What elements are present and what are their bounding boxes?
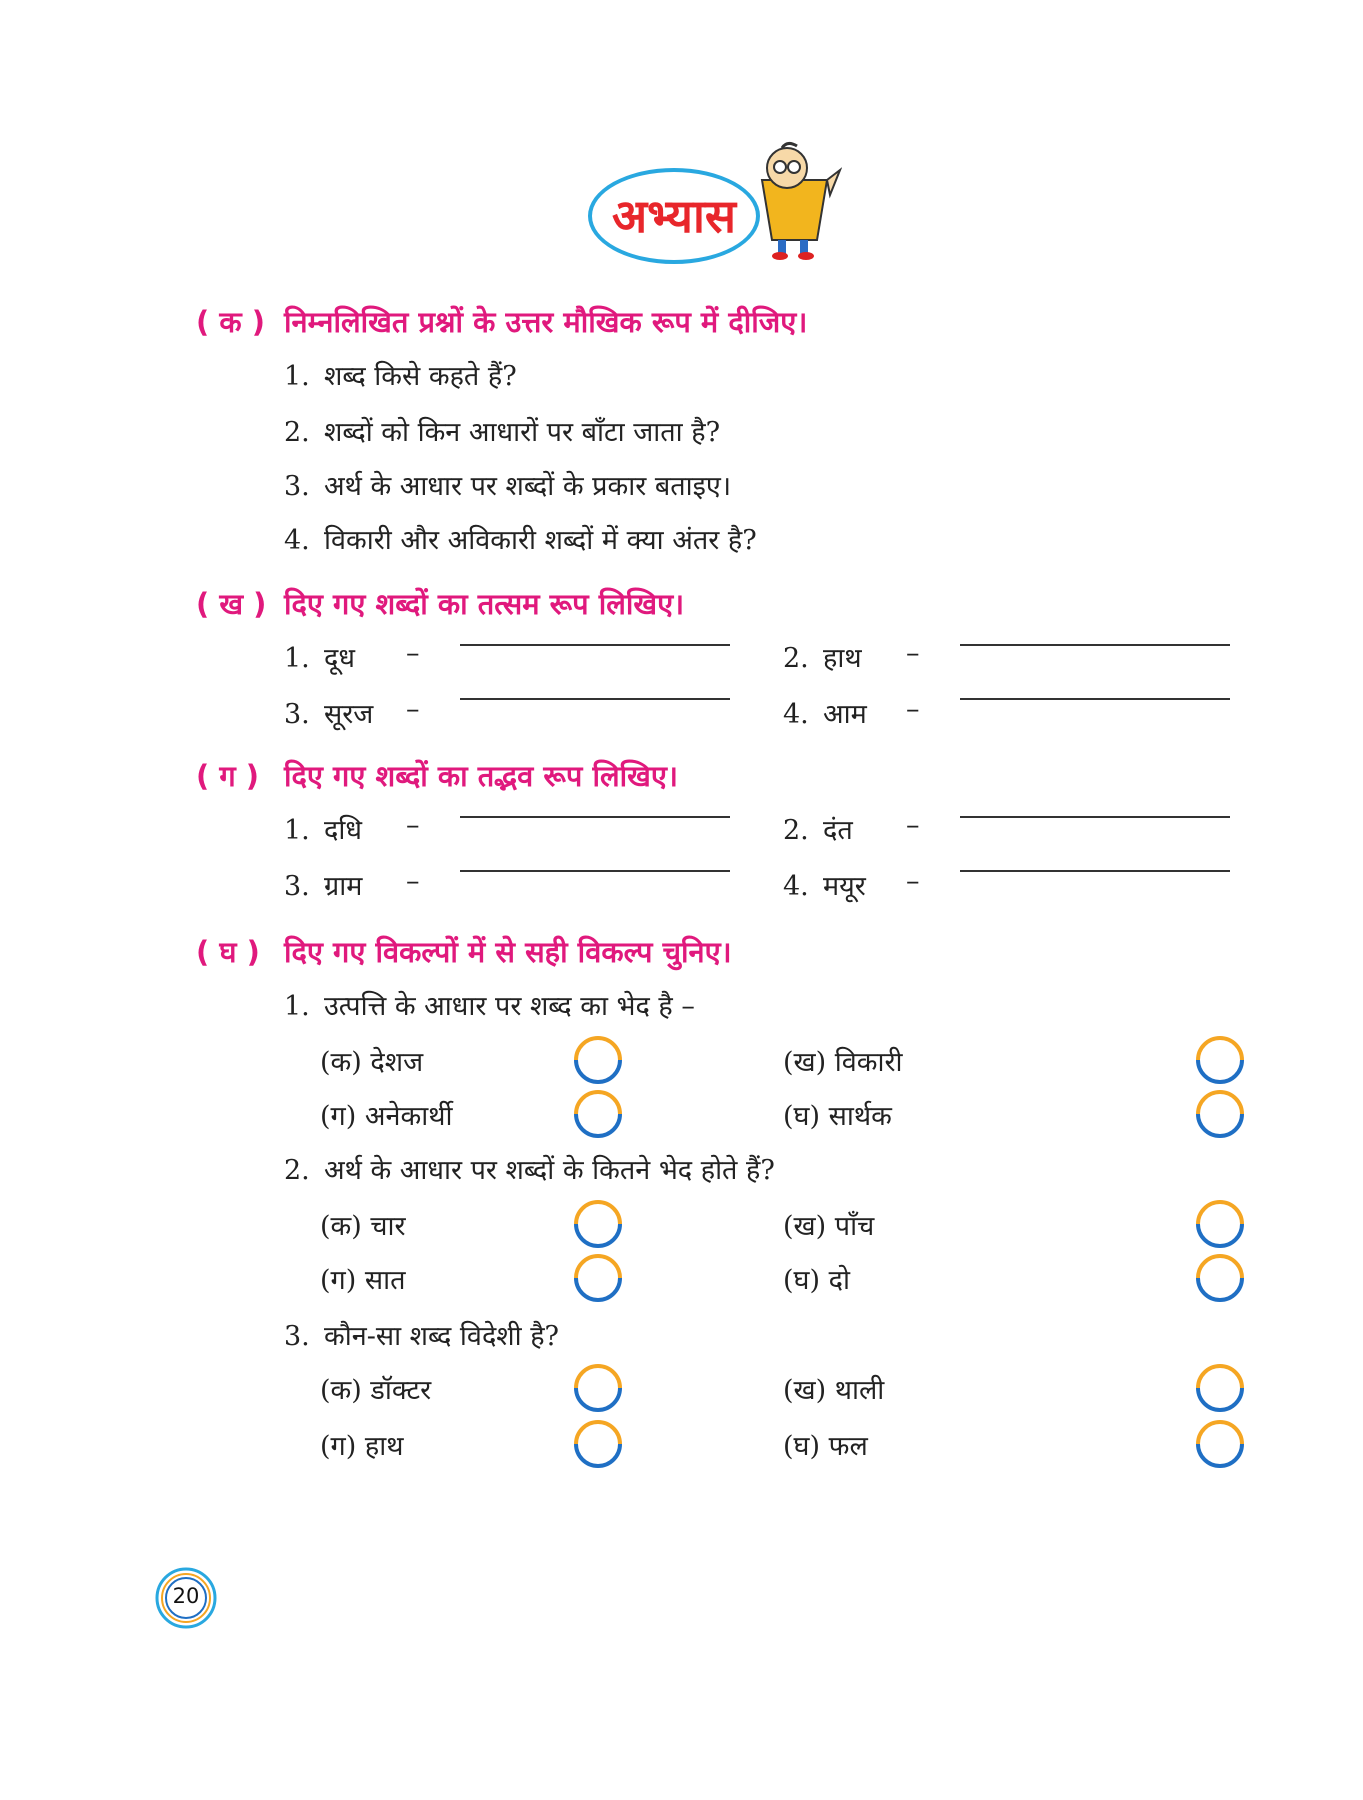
word-item: [783, 810, 853, 847]
question-text: अर्थ के आधार पर शब्दों के प्रकार बताइए।: [324, 471, 732, 502]
section-title: दिए गए विकल्पों में से सही विकल्प चुनिए।: [284, 935, 732, 969]
question-item: [284, 356, 517, 393]
answer-circle[interactable]: [1194, 1362, 1246, 1414]
word-item: [783, 866, 866, 903]
word-item: [284, 694, 373, 731]
question-number: 1.: [284, 361, 310, 392]
dash: –: [906, 810, 920, 841]
option-ka: (क) चार: [320, 1211, 406, 1242]
word-item: [284, 638, 355, 675]
question-number: 2.: [284, 417, 310, 448]
answer-blank[interactable]: [960, 870, 1230, 872]
answer-circle[interactable]: [572, 1088, 624, 1140]
dash: –: [406, 638, 420, 669]
word-item: [284, 810, 362, 847]
answer-circle[interactable]: [572, 1362, 624, 1414]
answer-blank[interactable]: [460, 698, 730, 700]
dash: –: [906, 866, 920, 897]
answer-circle[interactable]: [572, 1252, 624, 1304]
answer-blank[interactable]: [960, 698, 1230, 700]
item-number: 2.: [783, 643, 809, 674]
item-word: आम: [823, 699, 867, 730]
dash: –: [406, 866, 420, 897]
answer-blank[interactable]: [460, 644, 730, 646]
question-number: 3.: [284, 1321, 310, 1352]
answer-blank[interactable]: [460, 870, 730, 872]
section-label: ( क ): [196, 305, 265, 339]
question-text: कौन-सा शब्द विदेशी है?: [324, 1321, 560, 1352]
dash: –: [406, 810, 420, 841]
option-ka: (क) डॉक्टर: [320, 1375, 432, 1406]
question-text: विकारी और अविकारी शब्दों में क्या अंतर है?: [324, 525, 757, 556]
mcq-question: [284, 986, 695, 1023]
answer-circle[interactable]: [1194, 1088, 1246, 1140]
answer-circle[interactable]: [572, 1034, 624, 1086]
answer-blank[interactable]: [960, 816, 1230, 818]
answer-circle[interactable]: [572, 1418, 624, 1470]
option-ga: (ग) हाथ: [320, 1431, 404, 1462]
word-item: [783, 638, 862, 675]
answer-circle[interactable]: [1194, 1252, 1246, 1304]
section-gha-heading: [196, 932, 732, 971]
item-number: 1.: [284, 815, 310, 846]
section-label: ( घ ): [196, 935, 260, 969]
section-ka-heading: [196, 302, 807, 341]
dash: –: [906, 694, 920, 725]
answer-circle[interactable]: [572, 1198, 624, 1250]
question-text: शब्द किसे कहते हैं?: [324, 361, 517, 392]
option-kha: (ख) विकारी: [783, 1047, 903, 1078]
pencil-character-icon: [742, 140, 842, 260]
answer-blank[interactable]: [460, 816, 730, 818]
item-number: 4.: [783, 699, 809, 730]
answer-circle[interactable]: [1194, 1418, 1246, 1470]
dash: –: [906, 638, 920, 669]
option-kha: (ख) थाली: [783, 1375, 885, 1406]
page-title: अभ्यास: [612, 189, 736, 243]
option-ga: (ग) अनेकार्थी: [320, 1101, 453, 1132]
item-number: 2.: [783, 815, 809, 846]
option-gha: (घ) फल: [783, 1431, 868, 1462]
word-item: [284, 866, 362, 903]
item-word: सूरज: [324, 699, 374, 730]
section-title: दिए गए शब्दों का तद्भव रूप लिखिए।: [284, 759, 678, 793]
question-item: [284, 520, 757, 557]
question-number: 2.: [284, 1155, 310, 1186]
question-number: 1.: [284, 991, 310, 1022]
section-label: ( ग ): [196, 759, 260, 793]
page-number-badge: [154, 1566, 218, 1630]
section-kha-heading: [196, 584, 684, 623]
item-number: 3.: [284, 871, 310, 902]
item-word: मयूर: [823, 871, 866, 902]
item-word: ग्राम: [324, 871, 363, 902]
section-title: दिए गए शब्दों का तत्सम रूप लिखिए।: [284, 587, 685, 621]
option-gha: (घ) सार्थक: [783, 1101, 892, 1132]
question-number: 3.: [284, 471, 310, 502]
item-word: दूध: [324, 643, 355, 674]
answer-circle[interactable]: [1194, 1198, 1246, 1250]
question-text: उत्पत्ति के आधार पर शब्द का भेद है –: [324, 991, 695, 1022]
mcq-question: [284, 1150, 775, 1187]
item-number: 3.: [284, 699, 310, 730]
dash: –: [406, 694, 420, 725]
option-ga: (ग) सात: [320, 1265, 406, 1296]
question-number: 4.: [284, 525, 310, 556]
question-item: [284, 466, 731, 503]
question-text: शब्दों को किन आधारों पर बाँटा जाता है?: [324, 417, 721, 448]
item-word: दधि: [324, 815, 362, 846]
section-ga-heading: [196, 756, 678, 795]
item-number: 4.: [783, 871, 809, 902]
word-item: [783, 694, 867, 731]
answer-circle[interactable]: [1194, 1034, 1246, 1086]
item-word: दंत: [823, 815, 853, 846]
question-item: [284, 412, 720, 449]
option-gha: (घ) दो: [783, 1265, 850, 1296]
section-title: निम्नलिखित प्रश्नों के उत्तर मौखिक रूप में दीजिए।: [284, 305, 808, 339]
answer-blank[interactable]: [960, 644, 1230, 646]
mcq-question: [284, 1316, 559, 1353]
page-number: 20: [172, 1584, 200, 1608]
option-ka: (क) देशज: [320, 1047, 424, 1078]
item-word: हाथ: [823, 643, 862, 674]
question-text: अर्थ के आधार पर शब्दों के कितने भेद होते हैं?: [324, 1155, 775, 1186]
section-label: ( ख ): [196, 587, 267, 621]
option-kha: (ख) पाँच: [783, 1211, 875, 1242]
item-number: 1.: [284, 643, 310, 674]
